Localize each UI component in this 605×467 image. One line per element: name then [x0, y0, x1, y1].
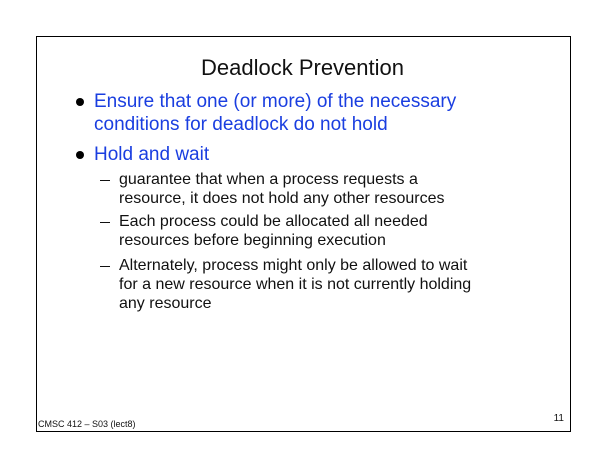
- bullet-2-line-1: Hold and wait: [94, 144, 210, 165]
- footer-course-label: CMSC 412 – S03 (lect8): [38, 419, 136, 429]
- page-number: 11: [553, 413, 564, 424]
- bullet-dot-icon: [76, 151, 84, 159]
- bullet-dot-icon: [76, 98, 84, 106]
- dash-icon: [100, 266, 110, 267]
- bullet-1-line-1: Ensure that one (or more) of the necessary: [94, 91, 457, 112]
- subitem-1-line-1: guarantee that when a process requests a: [119, 171, 418, 188]
- subitem-1-line-2: resource, it does not hold any other resources: [119, 190, 445, 207]
- slide-title: Deadlock Prevention: [200, 55, 404, 80]
- subitem-3-line-3: any resource: [119, 295, 212, 312]
- subitem-2-line-1: Each process could be allocated all needed: [119, 213, 428, 230]
- dash-icon: [100, 222, 110, 223]
- dash-icon: [100, 180, 110, 181]
- subitem-3-line-1: Alternately, process might only be allowed to wait: [119, 257, 468, 274]
- subitem-3-line-2: for a new resource when it is not currently holding: [119, 276, 472, 293]
- bullet-1-line-2: conditions for deadlock do not hold: [94, 114, 388, 135]
- subitem-2-line-2: resources before beginning execution: [119, 232, 386, 249]
